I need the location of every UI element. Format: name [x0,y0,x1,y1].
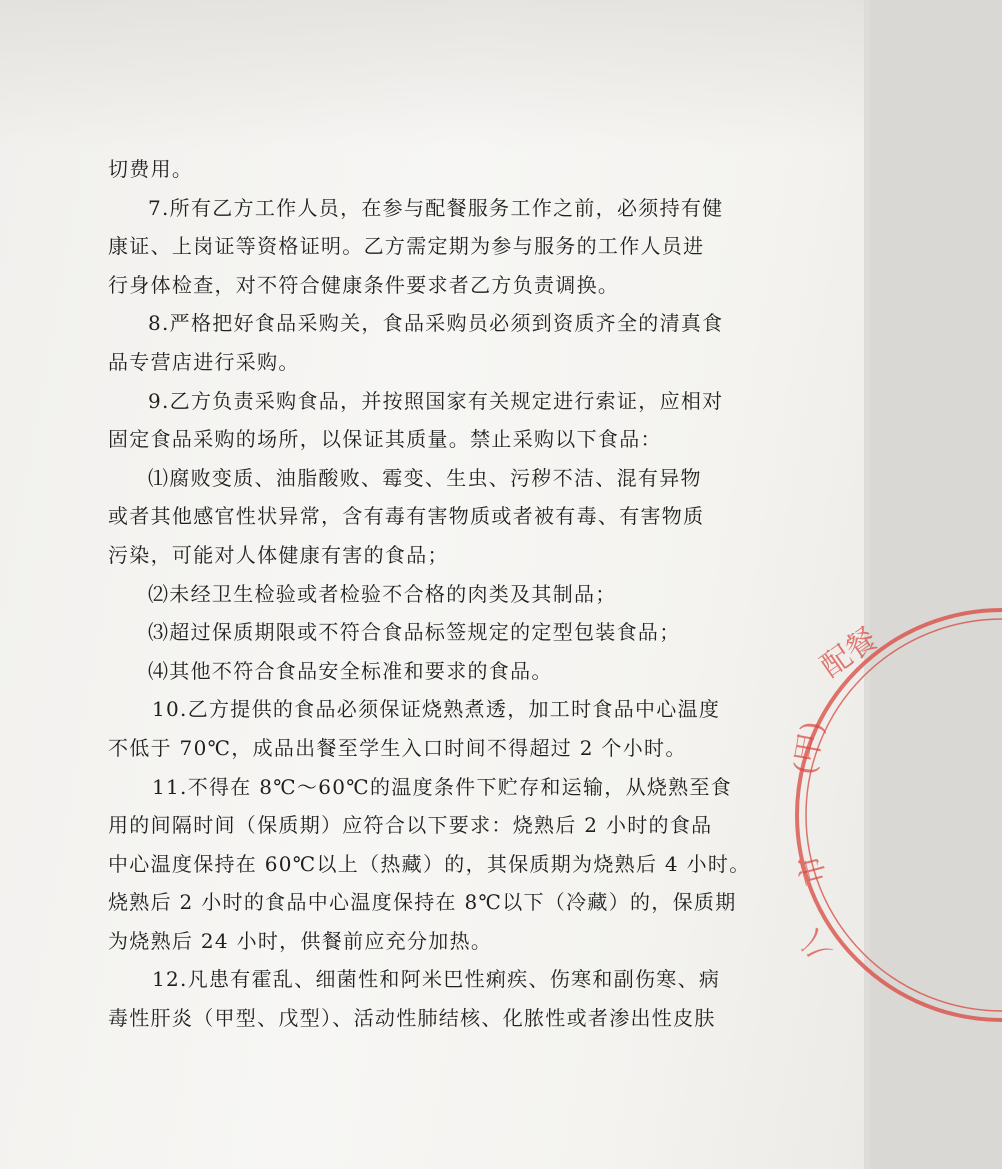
red-seal-stamp [787,600,1002,1030]
text-line: ⑵未经卫生检验或者检验不合格的肉类及其制品； [148,581,617,606]
text-line: 康证、上岗证等资格证明。乙方需定期为参与服务的工作人员进 [108,234,705,259]
text-line: 中心温度保持在 60℃以上（热藏）的，其保质期为烧熟后 4 小时。 [108,851,751,876]
text-line: 7.所有乙方工作人员，在参与配餐服务工作之前，必须持有健 [148,195,724,220]
document-body [108,150,768,1038]
text-line: 毒性肝炎（甲型、戊型）、活动性肺结核、化脓性或者渗出性皮肤 [108,1006,716,1031]
text-line: 12.凡患有霍乱、细菌性和阿米巴性痢疾、伤寒和副伤寒、病 [152,967,721,992]
text-line: 不低于 70℃，成品出餐至学生入口时间不得超过 2 个小时。 [108,735,687,760]
top-shadow [0,0,870,150]
stamp-text-2: (甲) [787,718,832,778]
text-line: 10.乙方提供的食品必须保证烧熟煮透，加工时食品中心温度 [152,697,721,722]
text-line: 固定食品采购的场所，以保证其质量。禁止采购以下食品： [108,427,662,452]
text-line: 11.不得在 8℃～60℃的温度条件下贮存和运输，从烧熟至食 [152,774,733,799]
text-line: ⑶超过保质期限或不符合食品标签规定的定型包装食品； [148,620,681,645]
stamp-text [787,621,883,967]
text-line: 用的间隔时间（保质期）应符合以下要求：烧熟后 2 小时的食品 [108,813,713,838]
text-line: ⑷其他不符合食品安全标准和要求的食品。 [148,658,553,683]
stamp-text-1: 配餐 [814,621,884,685]
stamp-text-3: 市 [792,850,834,889]
text-line: ⑴腐败变质、油脂酸败、霉变、生虫、污秽不洁、混有异物 [148,465,702,490]
text-line: 品专营店进行采购。 [108,349,300,374]
text-line: 污染，可能对人体健康有害的食品； [108,542,449,567]
text-line: 为烧熟后 24 小时，供餐前应充分加热。 [108,928,493,953]
text-line: 8.严格把好食品采购关，食品采购员必须到资质齐全的清真食 [148,311,724,336]
text-line: 行身体检查，对不符合健康条件要求者乙方负责调换。 [108,272,620,297]
text-line: 切费用。 [108,157,194,181]
text-line: 9.乙方负责采购食品，并按照国家有关规定进行索证，应相对 [148,388,724,413]
text-line: 或者其他感官性状异常，含有毒有害物质或者被有毒、有害物质 [108,504,705,529]
stamp-text-4: 八 [792,922,839,968]
text-line: 烧熟后 2 小时的食品中心温度保持在 8℃以下（冷藏）的，保质期 [108,890,737,915]
